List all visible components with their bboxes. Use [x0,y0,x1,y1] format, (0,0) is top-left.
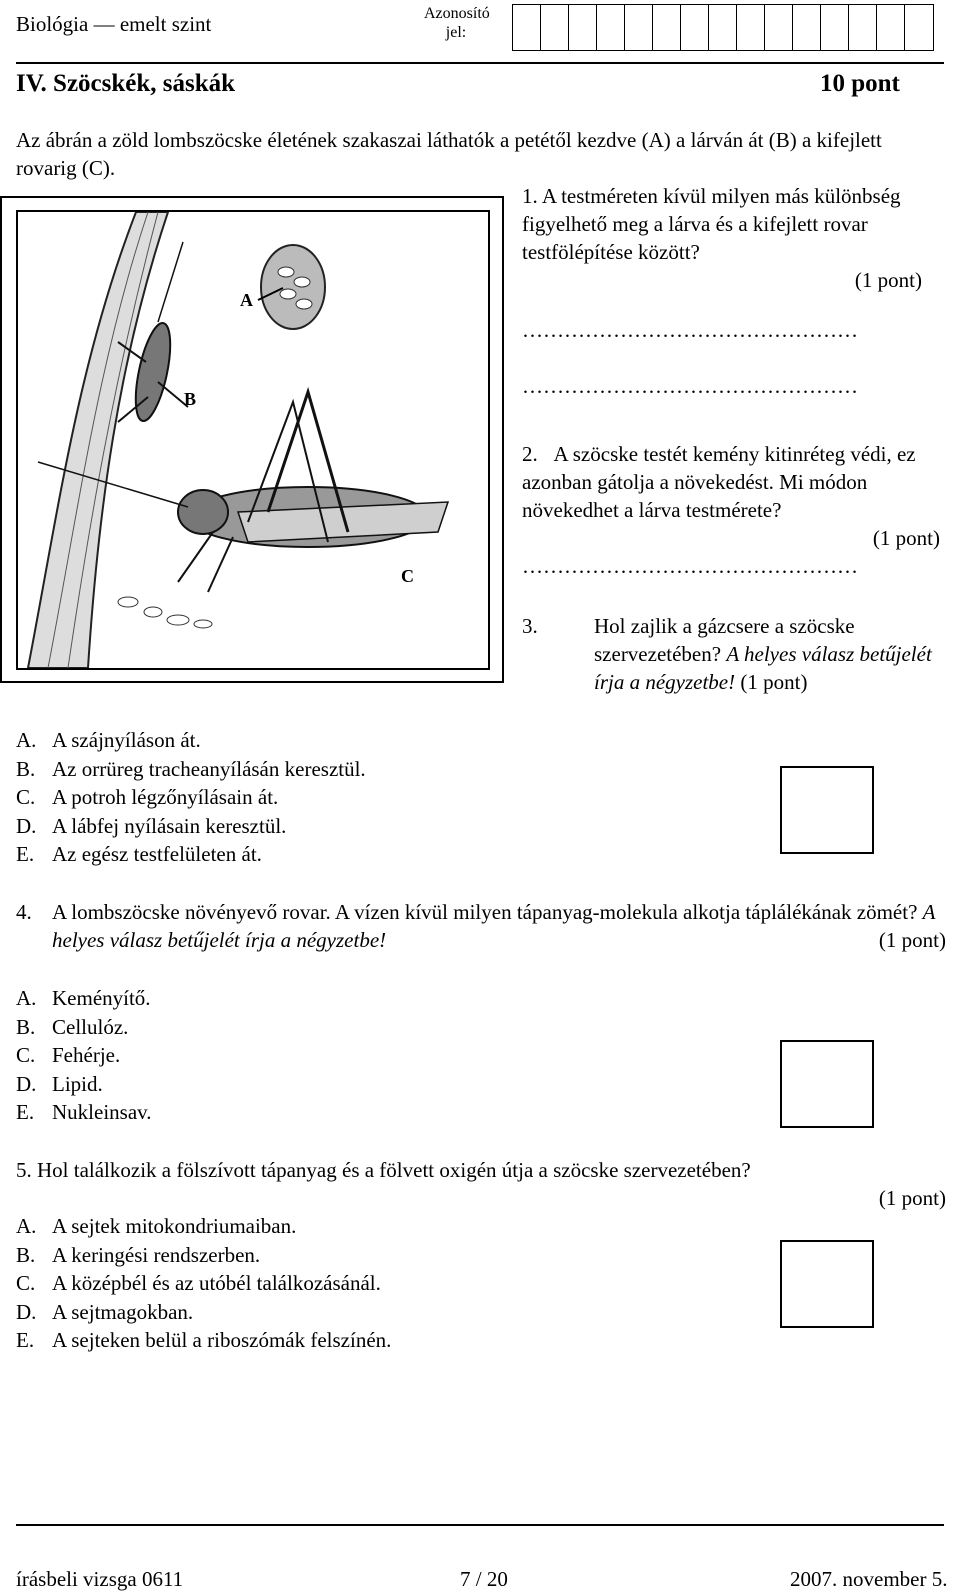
list-item: D. A sejtmagokban. [16,1299,194,1324]
footer-date: 2007. november 5. [790,1567,948,1591]
question-2: 2. A szöcske testét kemény kitinréteg védi, ez azonban gátolja a növekedést. Mi módon növekedhet a lárva testmérete? (1 pont) ………………………………………… [522,440,948,580]
list-item: A. A sejtek mitokondriumaiban. [16,1214,297,1238]
section-title: IV. Szöcskék, sáskák [16,70,236,97]
list-item: E. A sejteken belül a riboszómák felszínén. [16,1328,392,1352]
answer-line[interactable]: ………………………………………… [522,374,858,398]
page-number: 7 / 20 [460,1567,508,1591]
q5-options [16,1212,391,1355]
q4-options [16,984,152,1127]
list-item: B. A keringési rendszerben. [16,1242,261,1267]
list-item: B. Az orrüreg tracheanyílásán keresztül. [16,756,366,781]
list-item: A. Keményítő. [16,986,151,1010]
list-item: A. A szájnyíláson át. [16,728,201,752]
figure-label-a: A [240,290,253,310]
question-4: 4. A lombszöcske növényevő rovar. A vízen kívül milyen tápanyag-molekula alkotja táplálékának zömét? A helyes válasz betűjelét írja a négyzetbe! (1 pont) [16,900,946,952]
list-item: C. Fehérje. [16,1043,121,1067]
list-item: E. Nukleinsav. [16,1100,152,1124]
figure-label-c: C [401,566,414,586]
list-item: D. A lábfej nyílásain keresztül. [16,813,287,838]
q3-answer-box[interactable] [780,766,874,854]
section-points: 10 pont [820,70,900,97]
figure-label-b: B [184,389,197,409]
intro-text: Az ábrán a zöld lombszöcske életének szakaszai láthatók a petétől kezdve (A) a lárván át (B) a kifejlett rovarig (C). [16,128,882,180]
grasshopper-illustration [18,212,488,668]
id-label: Azonosító jel: [424,5,490,41]
page-header-title: Biológia — emelt szint [16,12,212,36]
list-item: C. A potroh légzőnyílásain át. [16,785,279,809]
grasshopper-figure [16,210,490,670]
question-5: 5. Hol találkozik a fölszívott tápanyag és a fölvett oxigén útja a szöcske szervezetében? (1 pont) [16,1158,946,1210]
footer-rule [16,1524,944,1526]
question-1: 1. A testméreten kívül milyen más különbség figyelhető meg a lárva és a kifejlett rovar testfölépítése között? (1 pont) ………………………………………… ………………………………………… [522,182,932,400]
answer-line[interactable]: ………………………………………… [522,318,858,342]
header-rule [16,62,944,64]
q4-answer-box[interactable] [780,1040,874,1128]
list-item: D. Lipid. [16,1071,103,1096]
list-item: E. Az egész testfelületen át. [16,842,262,866]
answer-line[interactable]: ………………………………………… [522,554,858,578]
q5-answer-box[interactable] [780,1240,874,1328]
footer-exam-code: írásbeli vizsga 0611 [16,1567,184,1591]
id-code-boxes[interactable] [512,4,934,51]
list-item: B. Cellulóz. [16,1014,129,1039]
q3-options [16,726,366,869]
question-3: 3. Hol zajlik a gázcsere a szöcske szervezetében? A helyes válasz betűjelét írja a négyzetbe! (1 pont) [522,614,932,694]
list-item: C. A középbél és az utóbél találkozásánál. [16,1271,381,1295]
